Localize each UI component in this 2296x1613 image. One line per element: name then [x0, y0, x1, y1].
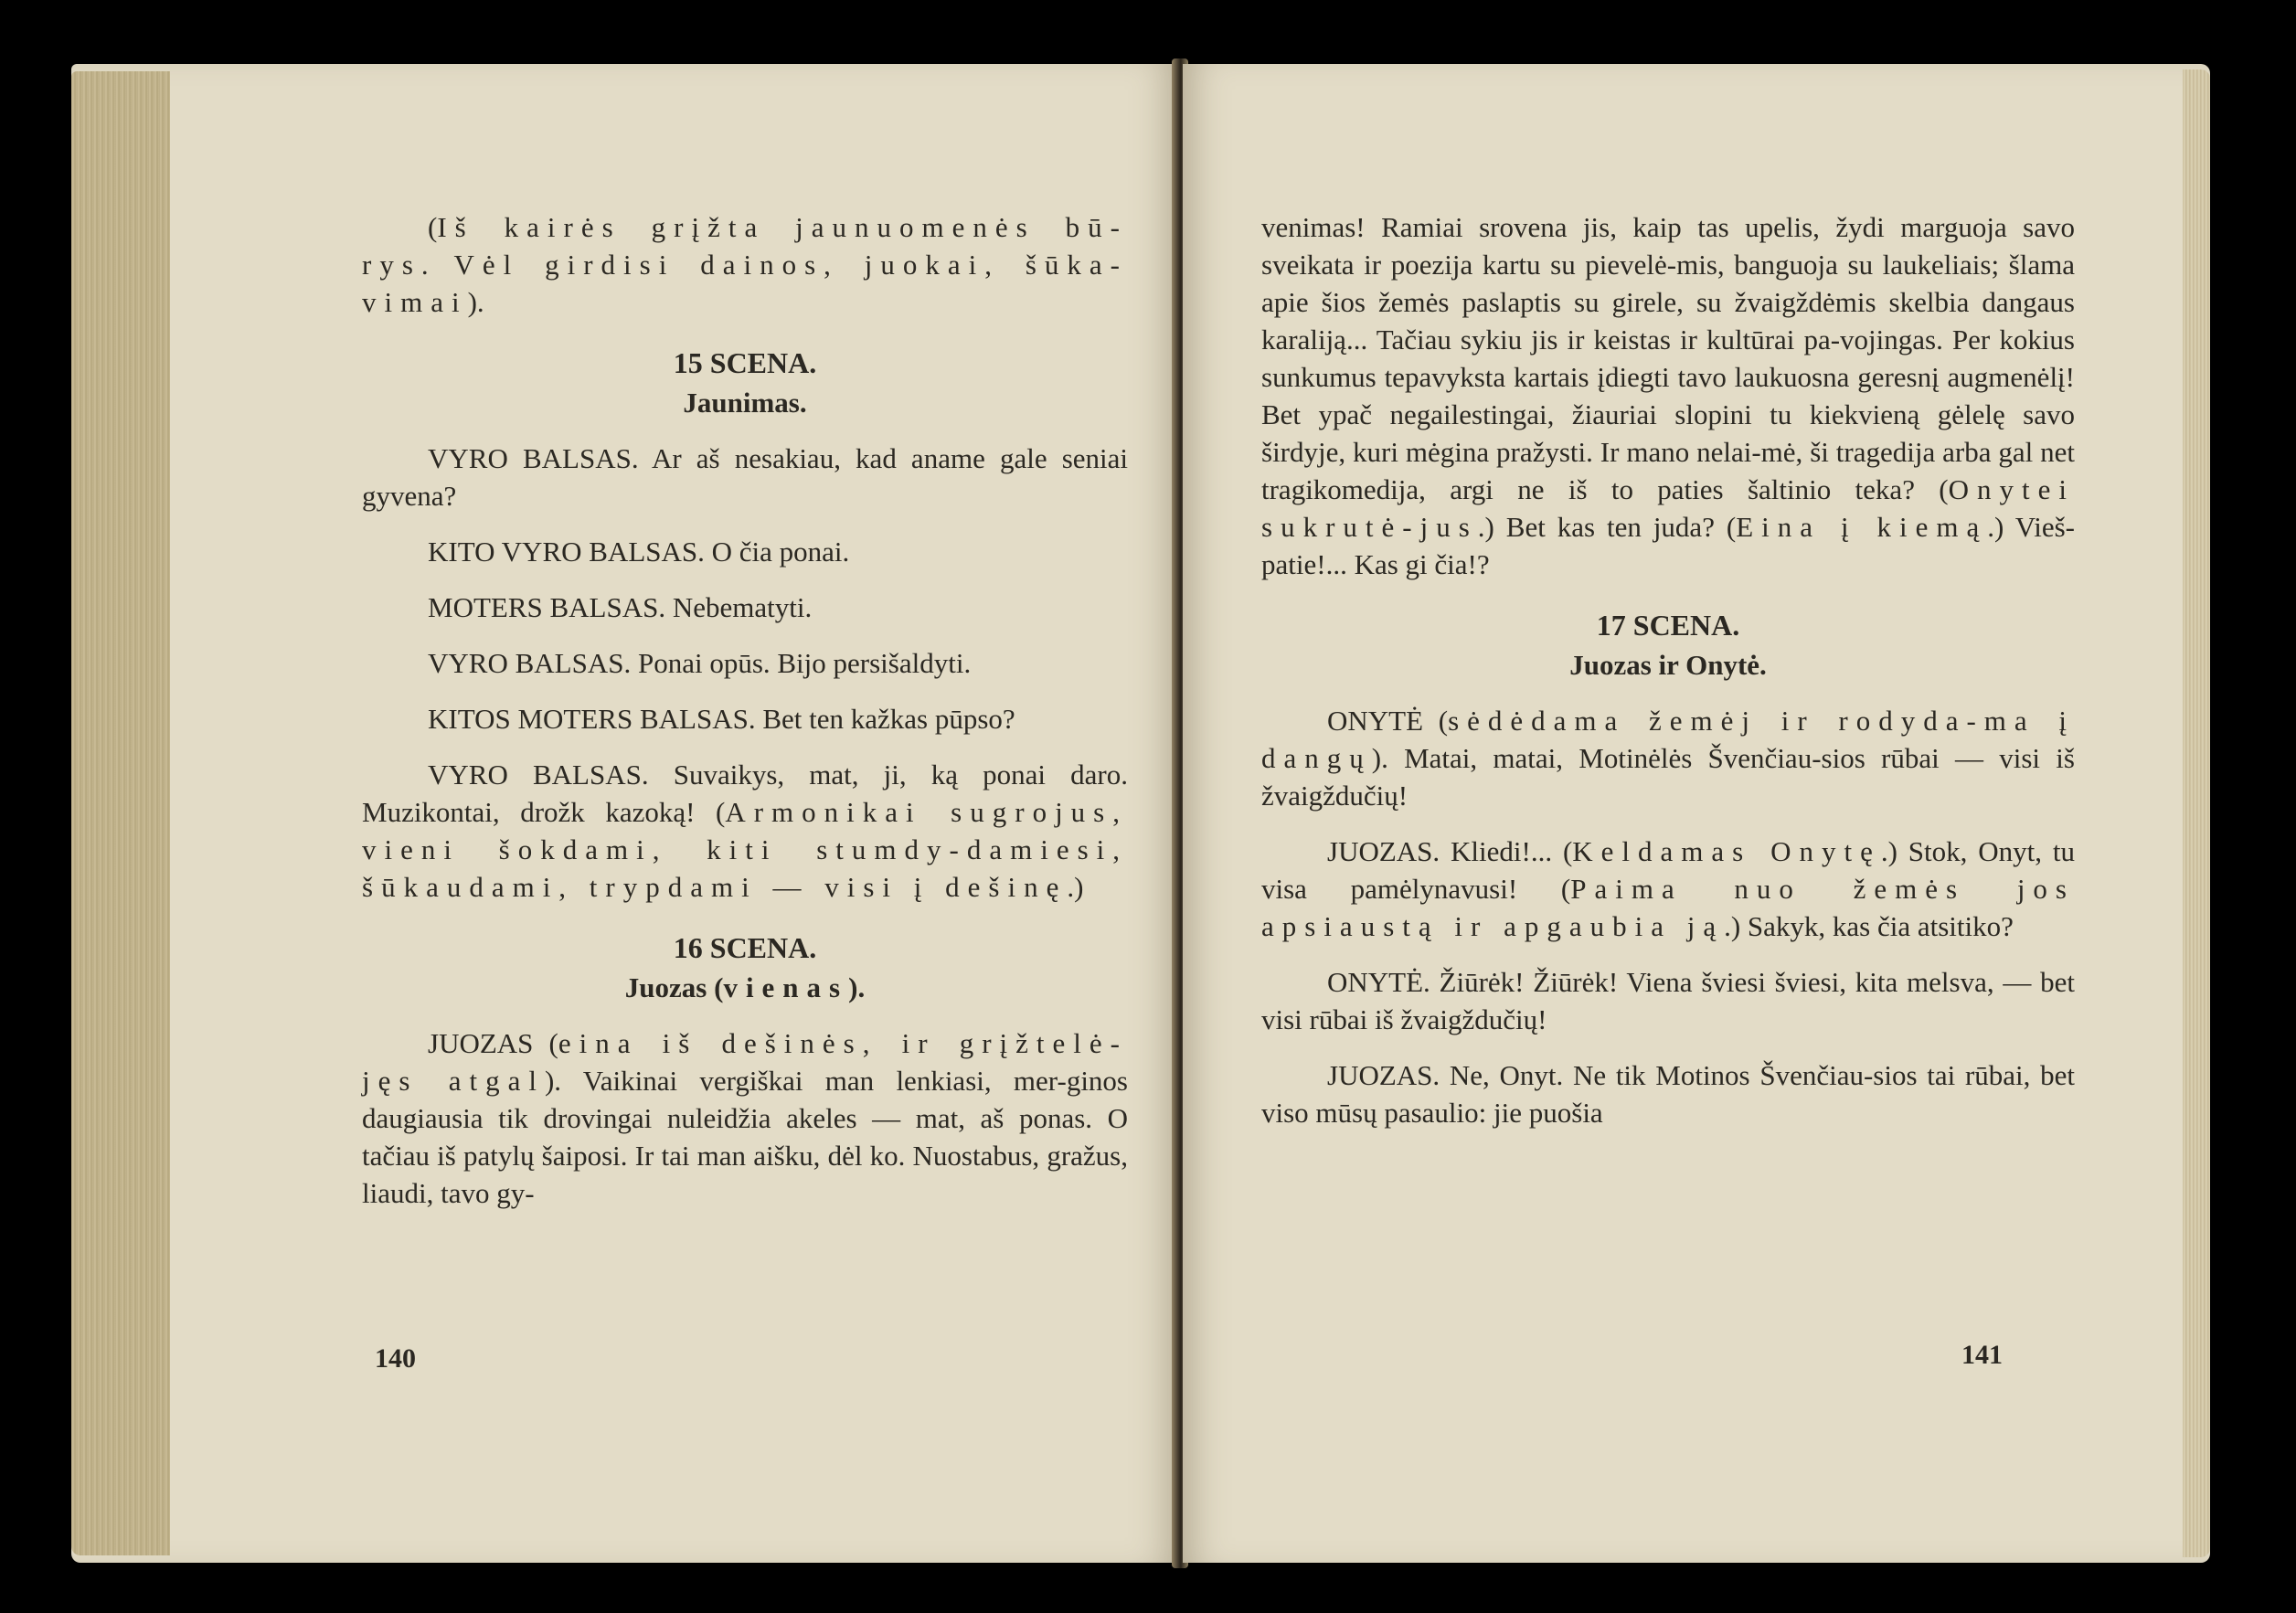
dialogue-line	[362, 700, 1128, 738]
text-run	[437, 249, 454, 281]
spaced-stage-text: sėdėdama žemėj ir rodyda-ma į dangų	[1261, 705, 2075, 774]
open-book	[71, 64, 2210, 1563]
right-page-text	[1261, 208, 2075, 1150]
page-number-left: 140	[375, 1343, 416, 1374]
dialogue-line	[1261, 702, 2075, 814]
text-run: JUOZAS. Ne, Onyt. Ne tik Motinos Švenčiau-sios tai rūbai, bet viso mūsų pasaulio: jie puošia	[1261, 1059, 2075, 1129]
spaced-stage-text: Vėl girdisi dainos, juokai, šūka-vimai	[362, 249, 1128, 318]
scene-heading: 17 SCENA.	[1596, 609, 1740, 642]
right-page-edge	[2183, 69, 2210, 1557]
text-run: KITOS MOTERS BALSAS. Bet ten kažkas pūpso?	[428, 703, 1015, 735]
spaced-stage-text: Onytei sukrutė-jus	[1261, 473, 2075, 543]
dialogue-line	[362, 440, 1128, 515]
text-run: KITO VYRO BALSAS. O čia ponai.	[428, 536, 850, 568]
spaced-stage-text: Paima nuo žemės jos apsiaustą ir apgaubia ją	[1261, 873, 2076, 942]
spaced-stage-text: Iš kairės grįžta jaunuomenės bū-rys.	[362, 211, 1128, 281]
text-run: ). Matai, matai, Motinėlės Švenčiau-sios rūbai — visi iš žvaigždučių!	[1261, 742, 2075, 812]
spaced-stage-text: Armonikai sugrojus, vieni šokdami, kiti stumdy-damiesi, šūkaudami, trypdami — visi į dešinę	[362, 796, 1128, 903]
scene-characters: Juozas ir Onytė.	[1569, 649, 1767, 681]
dialogue-line	[1261, 1056, 2075, 1131]
left-page	[71, 64, 1177, 1563]
text-run: .) Bet kas ten juda? (	[1477, 511, 1737, 543]
dialogue-line	[362, 589, 1128, 626]
text-run: VYRO BALSAS. Ponai opūs. Bijo persišaldyti.	[428, 647, 972, 679]
dialogue-line	[362, 756, 1128, 906]
page-number-right: 141	[1961, 1340, 2003, 1370]
text-run: VYRO BALSAS. Suvaikys, mat, ji, ką ponai daro. Muzikontai, drožk kazoką! (	[362, 759, 1128, 828]
left-page-text	[362, 208, 1128, 1230]
spaced-stage-text: vienas	[723, 971, 849, 1003]
scene-heading: 15 SCENA.	[673, 346, 817, 379]
scene-heading: 16 SCENA.	[673, 931, 817, 964]
text-run: ).	[467, 286, 484, 318]
scene-characters	[362, 968, 1128, 1008]
text-run: ). Vaikinai vergiškai man lenkiasi, mer-ginos daugiausia tik drovingai nuleidžia akeles — mat, aš ponas. O tačiau iš patylų šaiposi. Ir tai man aišku, dėl ko. Nuostabus, gražus, liaudi, tavo gy-	[362, 1065, 1128, 1209]
spaced-stage-text: eina iš dešinės, ir grįžtelė-jęs atgal	[362, 1027, 1128, 1097]
text-run: venimas! Ramiai srovena jis, kaip tas upelis, žydi marguoja savo sveikata ir poezija kartu su pievelė-mis, banguoja su laukeliais; šlama apie šios žemės paslaptis su girele, su žvaigždėmis skelbia dangaus karaliją... Tačiau sykiu jis ir keistas ir kultūrai pa-vojingas. Per kokius sunkumus tepavyksta kartais įdiegti tavo laukuosna geresnį augmenėlį! Bet ypač negailestingai, žiauriai slopini tu kiekvieną gėlelę savo širdyje, kuri mėgina pražysti. Ir mano nelai-mė, ši tragedija arba gal net tragikomedija, argi ne iš to paties šaltinio teka? (	[1261, 211, 2075, 505]
text-run: ONYTĖ (	[1327, 705, 1449, 737]
stage-direction	[362, 208, 1128, 321]
text-run: .) Vieš-patie!... Kas gi čia!?	[1261, 511, 2075, 580]
text-run: VYRO BALSAS. Ar aš nesakiau, kad aname gale seniai gyvena?	[362, 442, 1128, 512]
text-run: MOTERS BALSAS. Nebematyti.	[428, 591, 813, 623]
spaced-stage-text: Eina į kiemą	[1736, 511, 1988, 543]
text-run: ONYTĖ. Žiūrėk! Žiūrėk! Viena šviesi šviesi, kita melsva, — bet visi rūbai iš žvaigždučių!	[1261, 966, 2075, 1035]
spaced-stage-text: Keldamas Onytę	[1572, 835, 1881, 867]
continued-paragraph	[1261, 208, 2075, 583]
dialogue-line	[1261, 833, 2075, 945]
dialogue-line	[1261, 963, 2075, 1038]
dialogue-line	[362, 533, 1128, 570]
dialogue-line	[362, 644, 1128, 682]
text-run: JUOZAS. Kliedi!... (	[1327, 835, 1573, 867]
text-run: (	[428, 211, 438, 243]
text-run: JUOZAS (	[428, 1027, 558, 1059]
text-run: .)	[1067, 871, 1084, 903]
dialogue-line	[362, 1024, 1128, 1212]
scene-characters: Jaunimas.	[683, 387, 807, 419]
text-run: Juozas (	[624, 971, 724, 1003]
left-page-edge	[71, 71, 170, 1555]
text-run: .) Stok, Onyt, tu visa pamėlynavusi! (	[1261, 835, 2075, 905]
text-run: ).	[848, 971, 866, 1003]
text-run: .) Sakyk, kas čia atsitiko?	[1724, 910, 2014, 942]
